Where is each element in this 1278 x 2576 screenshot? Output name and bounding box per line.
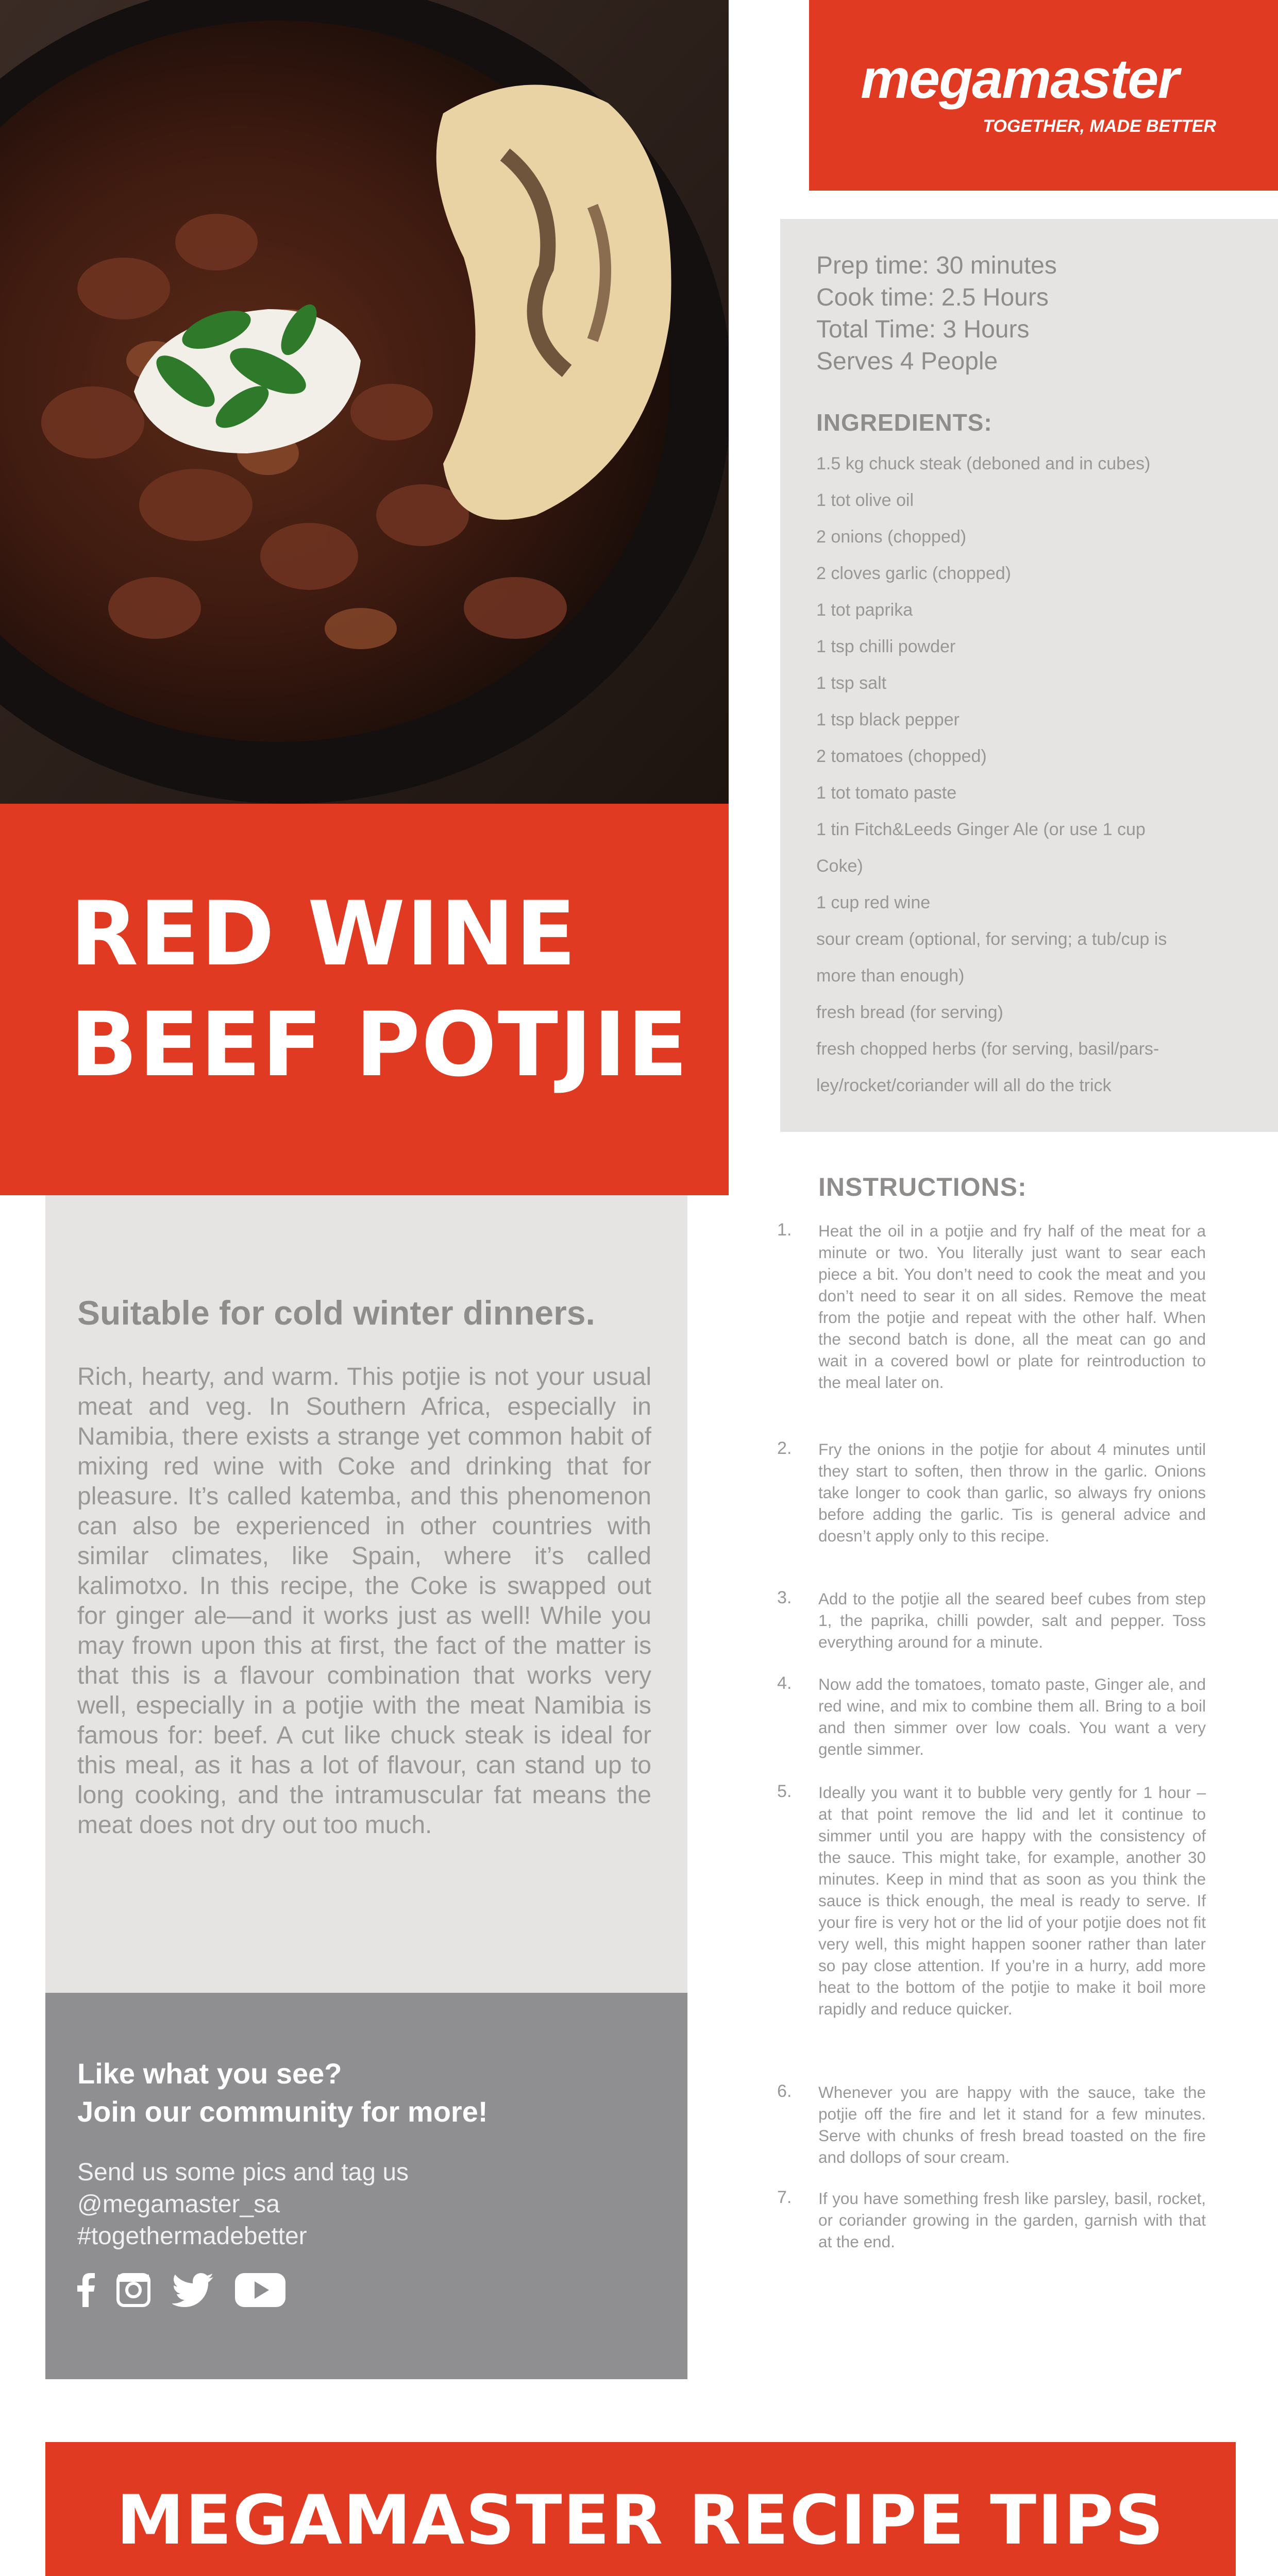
step-text: If you have something fresh like parsley, basil, rocket, or coriander growing in the garden, garnish with that at the end. (818, 2189, 1206, 2251)
brand-logo (809, 0, 1278, 191)
recipe-title (70, 878, 689, 1100)
step-number: 2. (777, 1438, 792, 1458)
prep-time: Prep time: 30 minutes (816, 252, 1057, 279)
ingredient-item: 2 tomatoes (chopped) (816, 747, 987, 766)
step-text: Whenever you are happy with the sauce, take the potjie off the fire and let it stand for a few minutes. Serve with chunks of fresh bread toasted on the fire and dollops of sour cream. (818, 2083, 1206, 2166)
description-panel (45, 1195, 687, 1993)
ingredients-panel (780, 219, 1278, 1132)
ingredient-item: 1 tot tomato paste (816, 783, 957, 803)
social-icons (77, 2273, 655, 2310)
ingredient-item: 2 cloves garlic (chopped) (816, 564, 1011, 583)
community-cta: Send us some pics and tag us (77, 2159, 409, 2186)
step-text: Fry the onions in the potjie for about 4 minutes until they start to soften, then throw in the garlic. Onions take longer to cook than garlic, so always fry onions before adding the garlic. Tis is general advice and doesn’t apply only to this recipe. (818, 1440, 1206, 1545)
ingredient-item: sour cream (optional, for serving; a tub/cup is (816, 929, 1167, 949)
total-time: Total Time: 3 Hours (816, 316, 1030, 343)
tips-banner (45, 2442, 1236, 2576)
step-text: Now add the tomatoes, tomato paste, Ginger ale, and red wine, and mix to combine them all. Bring to a boil and then simmer over low coals. You want a very gentle simmer. (818, 1675, 1206, 1758)
social-handle: @megamaster_sa (77, 2191, 280, 2218)
community-panel (45, 1993, 687, 2379)
step-number: 6. (777, 2081, 792, 2101)
step-number: 4. (777, 1673, 792, 1693)
ingredient-item: fresh chopped herbs (for serving, basil/pars- (816, 1039, 1159, 1059)
step-text: Add to the potjie all the seared beef cubes from step 1, the paprika, chilli powder, salt and pepper. Toss everything around for a minute. (818, 1589, 1206, 1651)
brand-tagline: TOGETHER, MADE BETTER (983, 116, 1216, 136)
step-number: 3. (777, 1588, 792, 1607)
servings: Serves 4 People (816, 348, 998, 375)
ingredient-item: 1 tsp chilli powder (816, 637, 956, 656)
recipe-title-line-2: BEEF POTJIE (70, 993, 689, 1096)
cook-time: Cook time: 2.5 Hours (816, 284, 1049, 311)
description-body: Rich, hearty, and warm. This potjie is not your usual meat and veg. In Southern Africa, especially in Namibia, there exists a strange yet common habit of mixing red wine with Coke and drinking that for pleasure. It’s called katemba, and this phenomenon can also be experienced in other countries with similar climates, like Spain, where it’s called kalimotxo. In this recipe, the Coke is swapped out for ginger ale—and it works just as well! While you may frown upon this at first, the fact of the matter is that this is a flavour combination that works very well, especially in a potjie with the meat Namibia is famous for: beef. A cut like chuck steak is ideal for this meal, as it has a lot of flavour, can stand up to long cooking, and the intramuscular fat means the meat does not dry out too much. (77, 1363, 651, 1839)
description-heading: Suitable for cold winter dinners. (77, 1294, 595, 1332)
youtube-icon[interactable] (235, 2273, 285, 2310)
brand-name: megamaster (861, 47, 1179, 110)
ingredient-item: 1.5 kg chuck steak (deboned and in cubes) (816, 454, 1151, 473)
community-heading-2: Join our community for more! (77, 2095, 488, 2128)
ingredient-item: 1 cup red wine (816, 893, 931, 912)
ingredient-item: ley/rocket/coriander will all do the trick (816, 1076, 1112, 1095)
ingredient-item: 2 onions (chopped) (816, 527, 967, 547)
step-number: 7. (777, 2188, 792, 2207)
ingredients-heading: INGREDIENTS: (816, 409, 993, 436)
twitter-icon[interactable] (172, 2273, 213, 2310)
ingredient-item: 1 tot olive oil (816, 490, 914, 510)
hashtag: #togethermadebetter (77, 2223, 307, 2250)
step-text: Ideally you want it to bubble very gently for 1 hour – at that point remove the lid and let it continue to simmer until you are happy with the consistency of the sauce. This might take, for example, another 30 minutes. Keep in mind that as soon as you think the sauce is thick enough, the meal is ready to serve. If your fire is very hot or the lid of your potjie does not fit very well, this might happen sooner rather than later so pay close attention. If you’re in a hurry, add more heat to the bottom of the potjie to make it boil more rapidly and reduce quicker. (818, 1783, 1206, 2018)
step-number: 1. (777, 1220, 792, 1240)
ingredient-item: fresh bread (for serving) (816, 1003, 1003, 1022)
recipe-title-line-1: RED WINE (70, 882, 577, 986)
ingredient-item: 1 tot paprika (816, 600, 913, 620)
tips-heading: MEGAMASTER RECIPE TIPS (116, 2481, 1165, 2560)
community-heading-1: Like what you see? (77, 2057, 342, 2090)
hero-photo-beef-potjie (0, 0, 729, 804)
recipe-title-panel (0, 804, 729, 1195)
ingredient-item: 1 tsp salt (816, 673, 887, 693)
step-text: Heat the oil in a potjie and fry half of the meat for a minute or two. You literally just want to sear each piece a bit. You don’t need to cook the meat and you don’t need to sear it on all sides. Remove the meat from the potjie and repeat with the other half. When the second batch is done, all the meat can go and wait in a covered bowl or plate for reintroduction to the meal later on. (818, 1222, 1206, 1392)
instagram-icon[interactable] (116, 2273, 150, 2310)
ingredient-item: 1 tsp black pepper (816, 710, 960, 730)
instructions-heading: INSTRUCTIONS: (818, 1173, 1027, 1201)
ingredients-list (816, 446, 1242, 1104)
ingredient-item: more than enough) (816, 966, 965, 986)
facebook-icon[interactable] (77, 2273, 95, 2310)
step-number: 5. (777, 1782, 792, 1801)
ingredient-item: 1 tin Fitch&Leeds Ginger Ale (or use 1 cup (816, 820, 1146, 839)
ingredient-item: Coke) (816, 856, 863, 876)
